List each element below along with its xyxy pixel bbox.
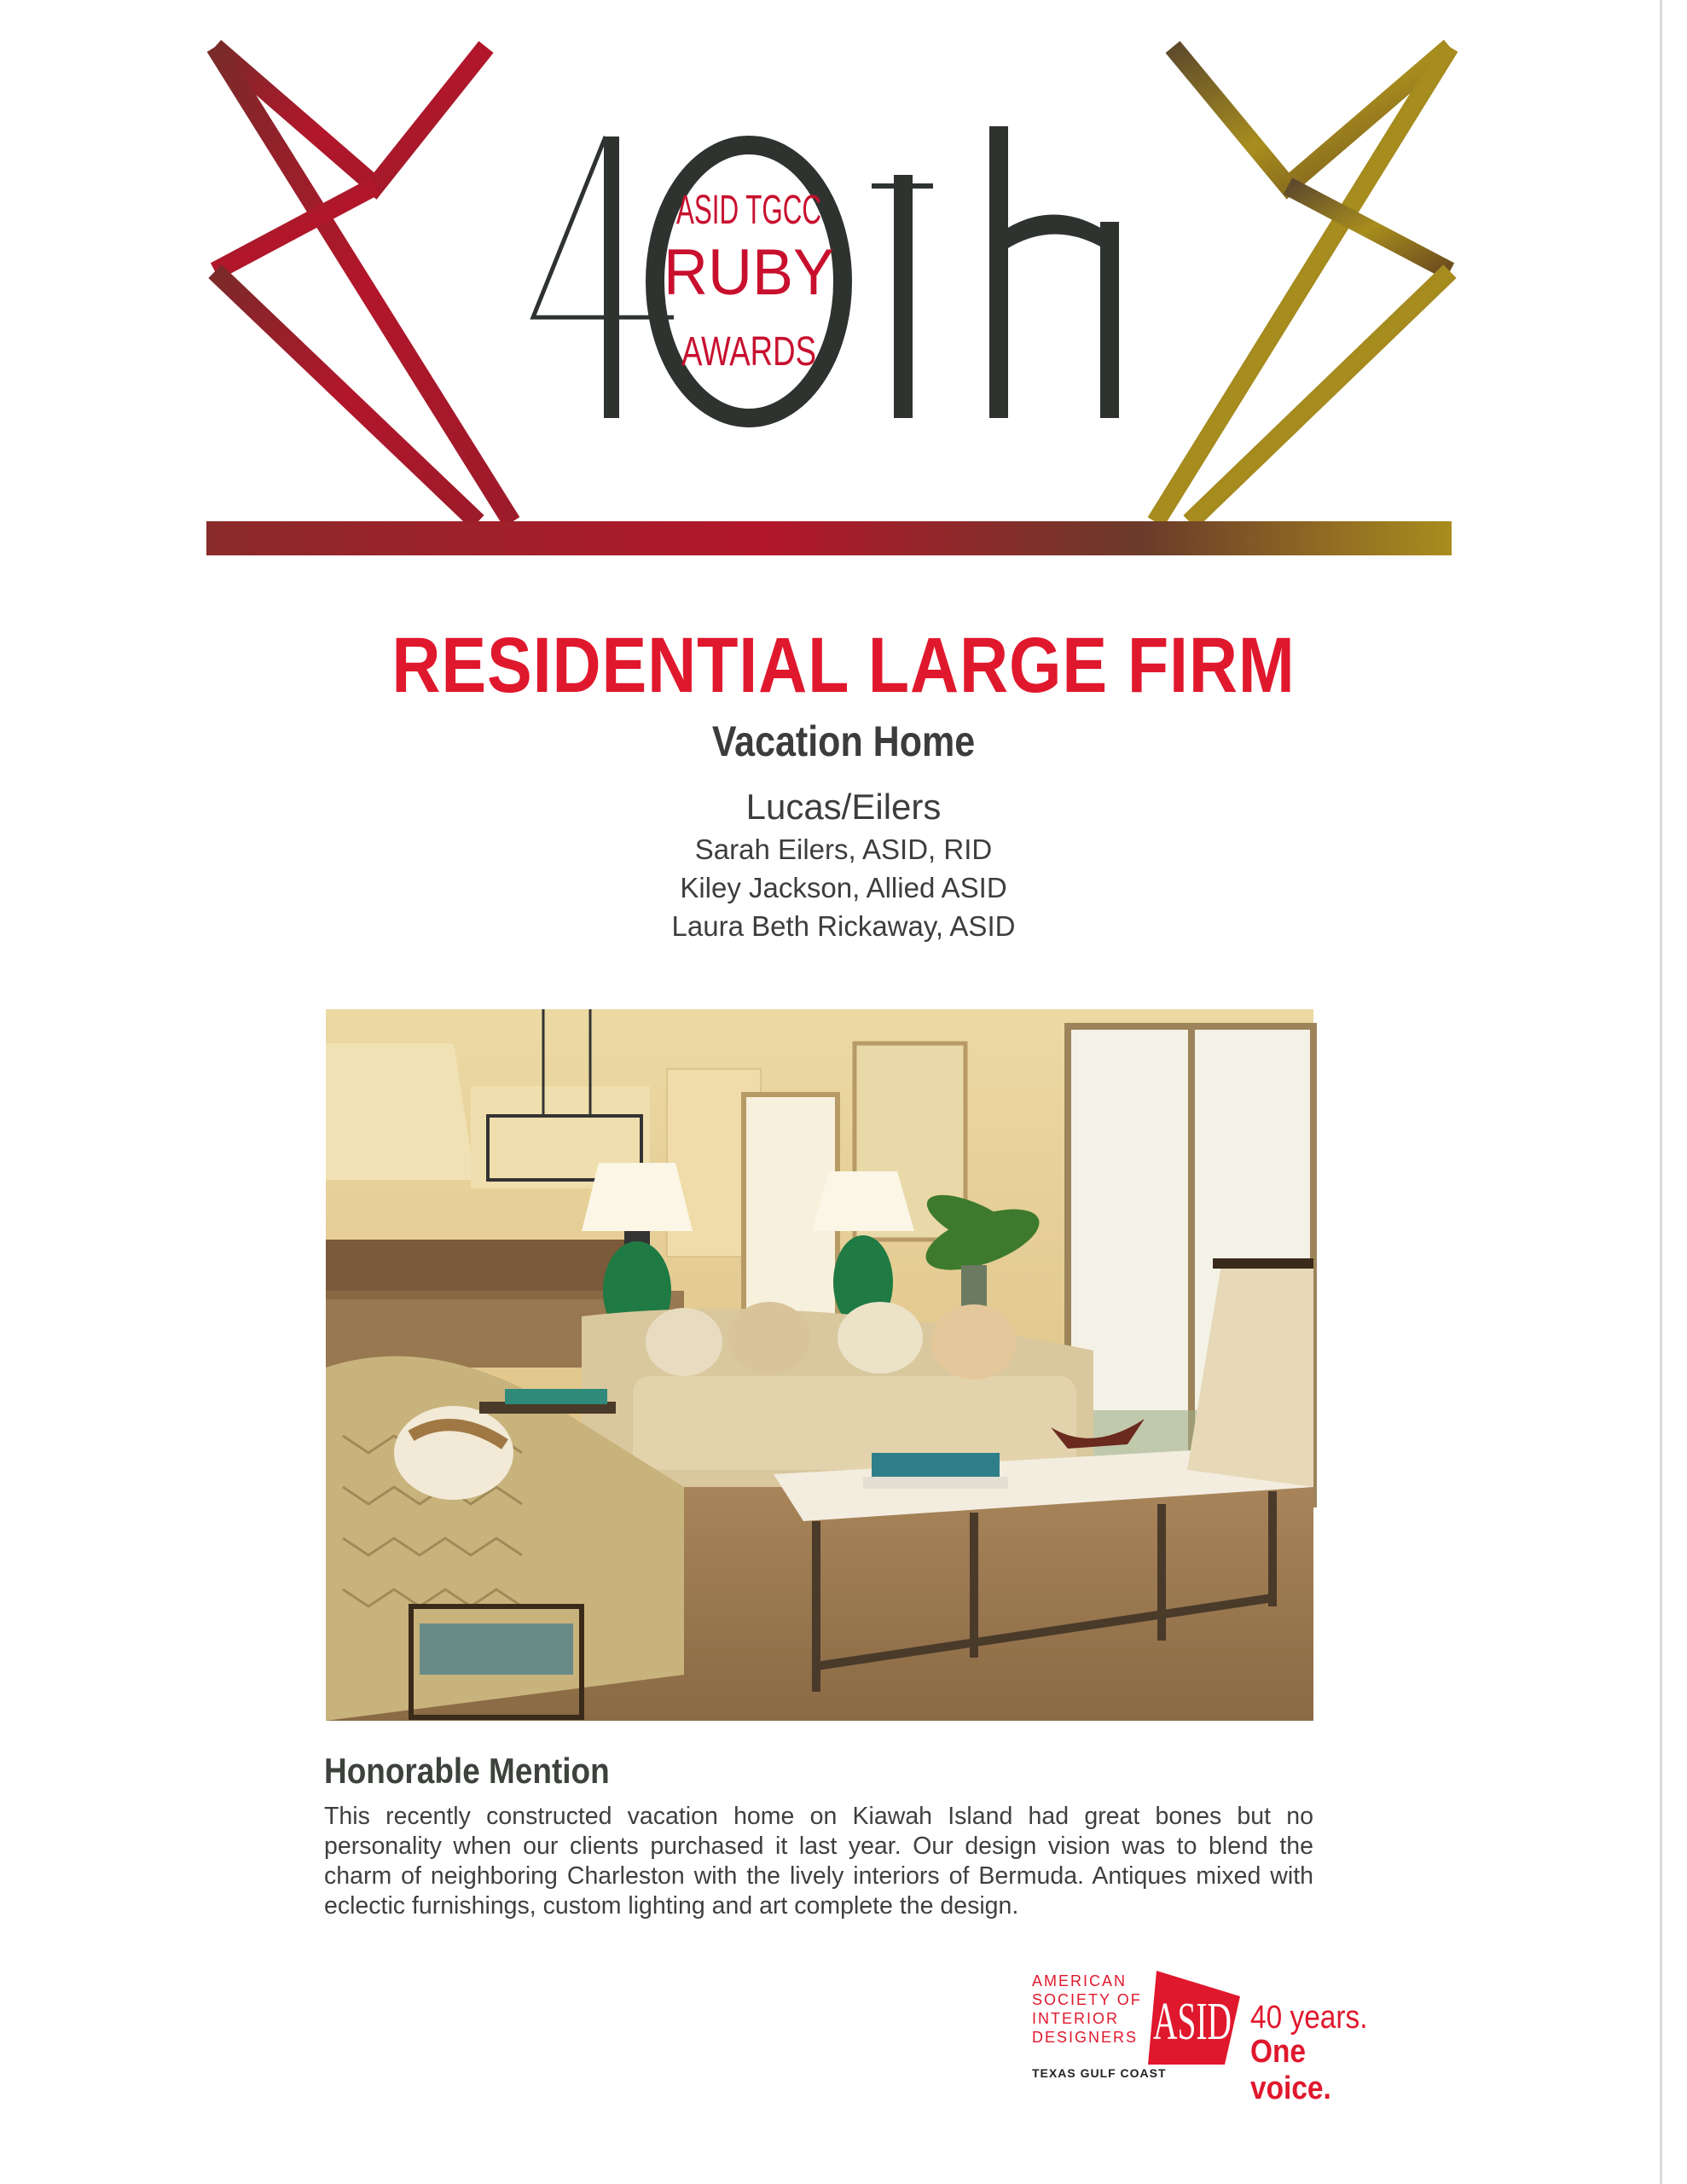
left-wing-ornament bbox=[215, 47, 512, 522]
badge-text bbox=[664, 188, 834, 375]
logo-org-line: INTERIOR bbox=[1032, 2010, 1120, 2027]
badge-line-2: RUBY bbox=[664, 236, 834, 309]
designer-credit: Kiley Jackson, Allied ASID bbox=[680, 872, 1007, 903]
firm-name: Lucas/Eilers bbox=[745, 787, 942, 827]
interior-photo bbox=[326, 1009, 1313, 1721]
logo-org-line: AMERICAN bbox=[1032, 1972, 1128, 1989]
award-level: Honorable Mention bbox=[324, 1751, 610, 1791]
project-description: This recently constructed vacation home on Kiawah Island had great bones but no personality when our clients purchased it last year. Our design vision was to blend the charm of neighboring Charleston with the lively interiors of Bermuda. Antiques mixed with eclectic furnishings, custom lighting and art complete the design. bbox=[324, 1803, 1313, 1920]
tagline-line-2: One voice. bbox=[1250, 2034, 1331, 2106]
logo-org-line: DESIGNERS bbox=[1032, 2029, 1139, 2046]
svg-text:ASID: ASID bbox=[1153, 1993, 1232, 2051]
badge-line-1: ASID TGCC bbox=[676, 188, 821, 233]
project-title: Vacation Home bbox=[711, 717, 976, 765]
designer-credit: Sarah Eilers, ASID, RID bbox=[694, 834, 993, 865]
scan-edge bbox=[1660, 0, 1662, 2184]
logo-org-line: SOCIETY OF bbox=[1032, 1991, 1142, 2008]
tagline-line-1: 40 years. bbox=[1250, 2000, 1368, 2036]
badge-line-3: AWARDS bbox=[681, 329, 816, 375]
asid-mark-icon bbox=[1148, 1971, 1240, 2065]
base-bar bbox=[206, 521, 1452, 555]
category-title: RESIDENTIAL LARGE FIRM bbox=[391, 622, 1296, 709]
suffix-th bbox=[872, 126, 1119, 418]
right-wing-ornament bbox=[1156, 47, 1450, 522]
asid-logo bbox=[1032, 1971, 1390, 2106]
header-artwork bbox=[0, 0, 1687, 589]
logo-chapter: TEXAS GULF COAST bbox=[1032, 2066, 1167, 2080]
designer-credit: Laura Beth Rickaway, ASID bbox=[671, 910, 1016, 942]
